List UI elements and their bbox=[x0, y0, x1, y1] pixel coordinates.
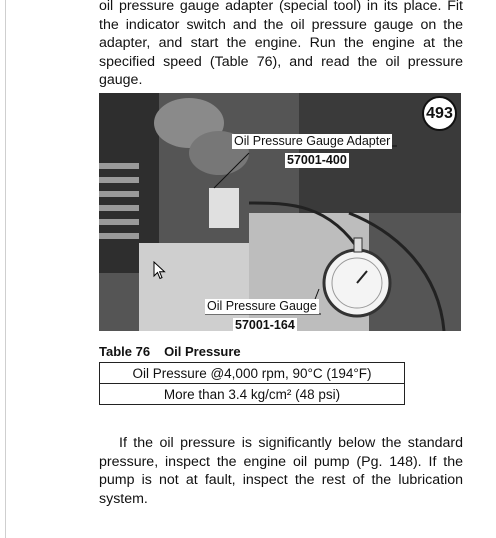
adapter-part-number: 57001-400 bbox=[287, 153, 347, 167]
table-row bbox=[100, 384, 405, 405]
table-cell-condition: Oil Pressure @4,000 rpm, 90°C (194°F) bbox=[100, 363, 405, 384]
engine-photo bbox=[99, 93, 461, 331]
intro-paragraph: oil pressure gauge adapter (special tool) in its place. Fit the indicator switch and the oil pressure gauge on the adapter, and start the engine. Run the engine at the specified speed (Table 76), and read the oil pressure gauge. bbox=[99, 0, 463, 88]
table-caption bbox=[99, 344, 241, 359]
adapter-callout-label: Oil Pressure Gauge Adapter bbox=[234, 134, 391, 148]
gauge-part-number: 57001-164 bbox=[235, 318, 295, 331]
table-title: Oil Pressure bbox=[164, 344, 241, 359]
engine-photo-illustration bbox=[99, 93, 461, 331]
gauge-callout-label: Oil Pressure Gauge bbox=[207, 299, 317, 313]
closing-paragraph: If the oil pressure is significantly below the standard pressure, inspect the engine oil pump (Pg. 148). If the pump is not at fault, inspect the rest of the lubrication system. bbox=[99, 435, 463, 507]
figure-number-badge: 493 bbox=[422, 96, 457, 131]
table-row bbox=[100, 363, 405, 384]
page-margin-line bbox=[5, 0, 6, 538]
mouse-pointer-icon bbox=[153, 261, 167, 281]
table-number: Table 76 bbox=[99, 344, 151, 359]
table-cell-value: More than 3.4 kg/cm² (48 psi) bbox=[100, 384, 405, 405]
oil-pressure-spec-table bbox=[99, 362, 405, 405]
